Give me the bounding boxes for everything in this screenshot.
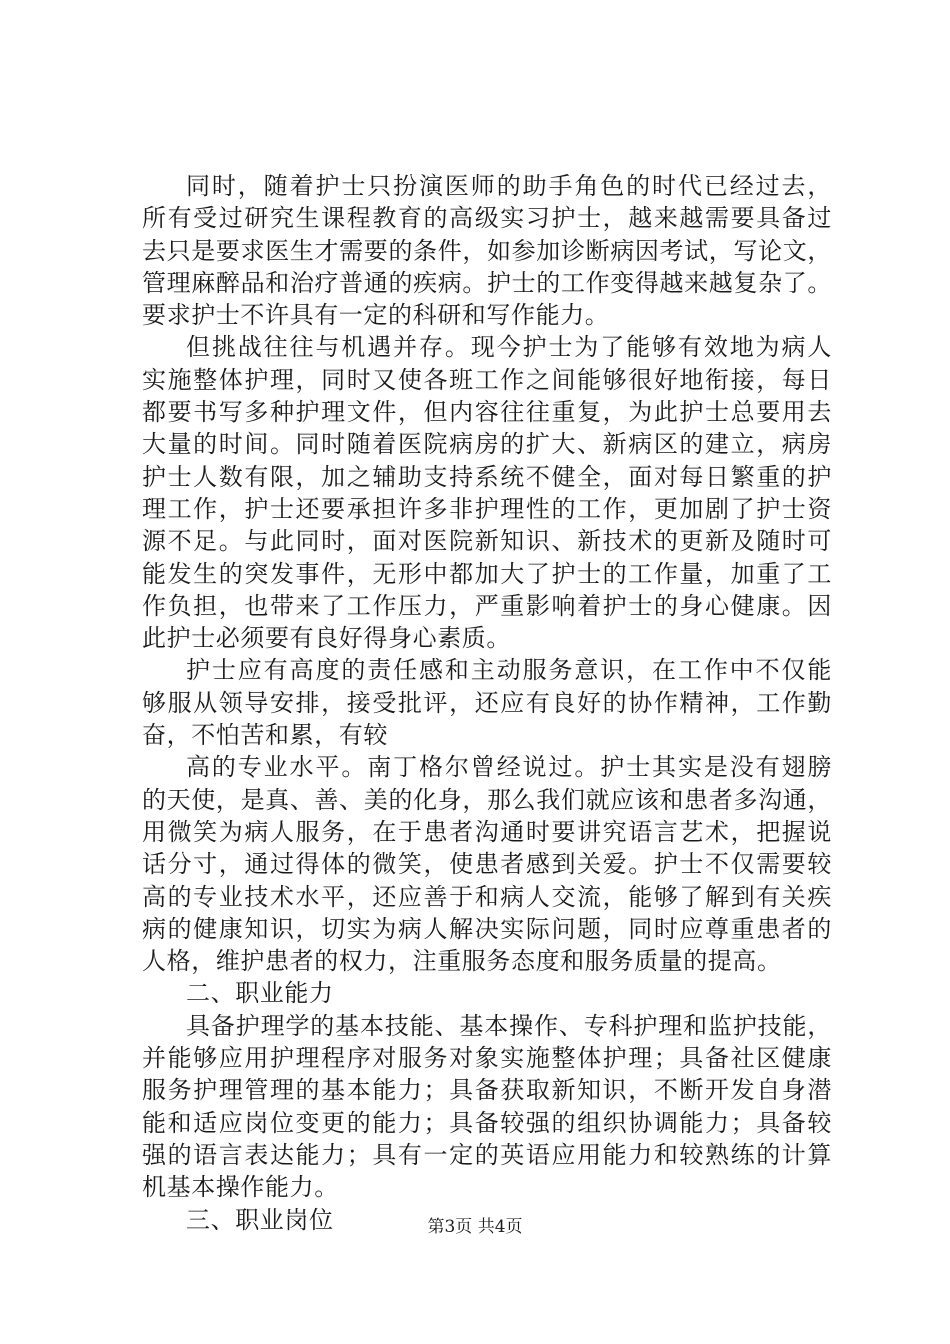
text-line: 用微笑为病人服务，在于患者沟通时要讲究语言艺术，把握说 — [142, 817, 832, 846]
text-line: 护士人数有限，加之辅助支持系统不健全，面对每日繁重的护 — [142, 462, 832, 491]
text-line: 够服从领导安排，接受批评，还应有良好的协作精神，工作勤 — [142, 688, 832, 717]
text-line: 机基本操作能力。 — [142, 1173, 339, 1202]
paragraph-first-line: 二、职业能力 — [186, 979, 334, 1008]
text-line: 奋，不怕苦和累，有较 — [142, 721, 388, 750]
text-line: 实施整体护理，同时又使各班工作之间能够很好地衔接，每日 — [142, 365, 832, 394]
text-line: 管理麻醉品和治疗普通的疾病。护士的工作变得越来越复杂了。 — [142, 268, 832, 297]
text-line: 话分寸，通过得体的微笑，使患者感到关爱。护士不仅需要较 — [142, 850, 832, 879]
page-footer: 第3页 共4页 — [427, 1217, 523, 1237]
text-line: 理工作，护士还要承担许多非护理性的工作，更加剧了护士资 — [142, 494, 832, 523]
text-line: 高的专业技术水平，还应善于和病人交流，能够了解到有关疾 — [142, 882, 832, 911]
paragraph-first-line: 具备护理学的基本技能、基本操作、专科护理和监护技能， — [186, 1011, 832, 1040]
paragraph-first-line: 同时，随着护士只扮演医师的助手角色的时代已经过去， — [186, 172, 832, 200]
paragraph-first-line: 高的专业水平。南丁格尔曾经说过。护士其实是没有翅膀 — [186, 753, 832, 782]
paragraph-first-line: 三、职业岗位 — [186, 1205, 334, 1234]
text-line: 作负担，也带来了工作压力，严重影响着护士的身心健康。因 — [142, 591, 832, 620]
text-line: 所有受过研究生课程教育的高级实习护士，越来越需要具备过 — [142, 204, 832, 233]
text-line: 病的健康知识，切实为病人解决实际问题，同时应尊重患者的 — [142, 914, 832, 943]
text-line: 能和适应岗位变更的能力；具备较强的组织协调能力；具备较 — [142, 1108, 832, 1137]
text-line: 都要书写多种护理文件，但内容往往重复，为此护士总要用去 — [142, 398, 832, 427]
text-line: 要求护士不许具有一定的科研和写作能力。 — [142, 301, 610, 330]
text-line: 并能够应用护理程序对服务对象实施整体护理；具备社区健康 — [142, 1044, 832, 1073]
text-line: 能发生的突发事件，无形中都加大了护士的工作量，加重了工 — [142, 559, 832, 588]
text-line: 此护士必须要有良好得身心素质。 — [142, 624, 511, 653]
text-line: 大量的时间。同时随着医院病房的扩大、新病区的建立，病房 — [142, 430, 832, 459]
text-line: 去只是要求医生才需要的条件，如参加诊断病因考试，写论文， — [142, 236, 832, 265]
paragraph-first-line: 但挑战往往与机遇并存。现今护士为了能够有效地为病人 — [186, 333, 832, 362]
document-body — [142, 170, 832, 1236]
text-line: 强的语言表达能力；具有一定的英语应用能力和较熟练的计算 — [142, 1140, 832, 1169]
text-line: 人格，维护患者的权力，注重服务态度和服务质量的提高。 — [142, 947, 782, 976]
text-line: 的天使，是真、善、美的化身，那么我们就应该和患者多沟通， — [142, 785, 832, 814]
text-line: 服务护理管理的基本能力；具备获取新知识，不断开发自身潜 — [142, 1076, 832, 1105]
text-line: 源不足。与此同时，面对医院新知识、新技术的更新及随时可 — [142, 527, 832, 556]
paragraph-first-line: 护士应有高度的责任感和主动服务意识，在工作中不仅能 — [186, 656, 832, 685]
